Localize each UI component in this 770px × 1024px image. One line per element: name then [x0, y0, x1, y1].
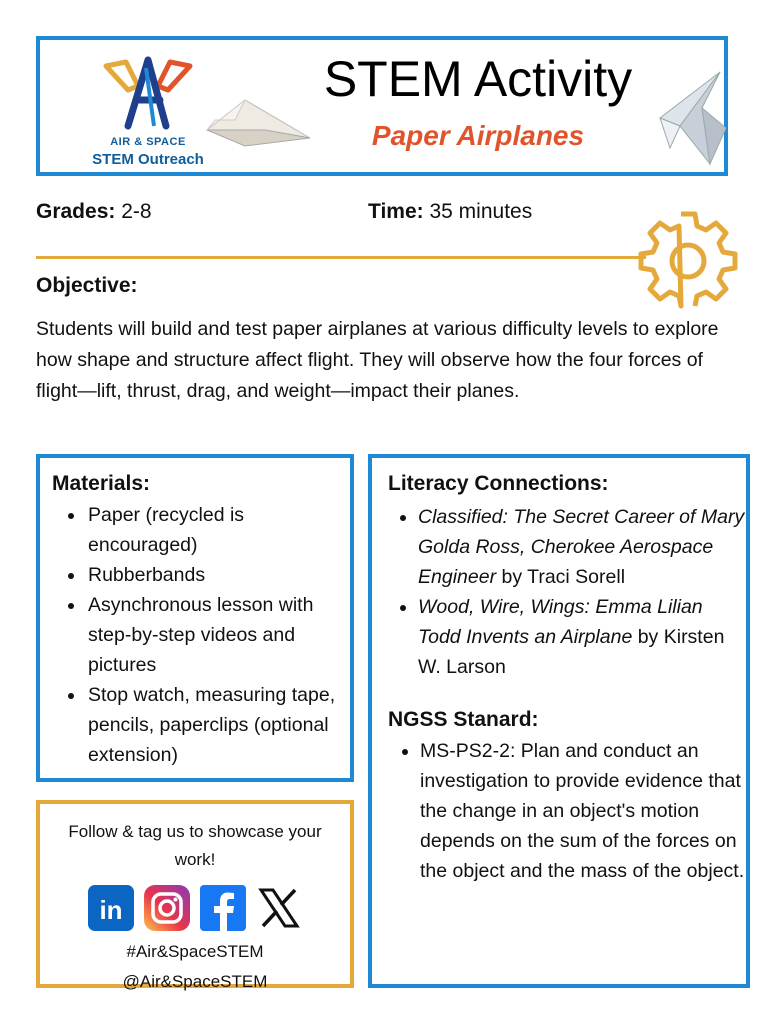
gear-icon — [638, 210, 738, 310]
facebook-icon[interactable] — [199, 884, 247, 932]
list-item — [418, 592, 746, 682]
time-line — [368, 200, 532, 224]
social-icons — [40, 880, 350, 936]
hashtag-text[interactable]: #Air&SpaceSTEM — [126, 942, 264, 961]
list-item: • Rubberbands — [86, 560, 350, 590]
literacy-box — [368, 454, 750, 988]
divider-line — [36, 256, 646, 259]
ngss-heading: NGSS Stanard: — [388, 708, 539, 731]
handle-text[interactable]: @Air&SpaceSTEM — [122, 972, 268, 991]
grades-label: Grades: — [36, 200, 116, 223]
book-author: by Kirsten W. Larson — [418, 626, 725, 678]
materials-box — [36, 454, 354, 782]
materials-list — [40, 500, 350, 770]
air-space-logo — [68, 54, 228, 172]
page-subtitle: Paper Airplanes — [371, 120, 585, 151]
follow-text: Follow & tag us to showcase your work! — [68, 822, 322, 869]
ngss-list — [372, 736, 746, 886]
logo-mark-icon — [98, 56, 198, 136]
linkedin-icon[interactable] — [87, 884, 135, 932]
materials-heading: Materials: — [52, 472, 151, 495]
logo-text-line2: STEM Outreach — [92, 151, 204, 168]
paper-jet-icon — [640, 68, 730, 168]
x-icon[interactable] — [255, 884, 303, 932]
literacy-list — [372, 502, 746, 682]
book-author: by Traci Sorell — [496, 566, 626, 588]
time-label: Time: — [368, 200, 424, 223]
instagram-icon[interactable] — [143, 884, 191, 932]
follow-box — [36, 800, 354, 991]
header-box — [36, 36, 728, 176]
objective-text: Students will build and test paper airplanes at various difficulty levels to explore how shape and structure affect flight. They will observe how the four forces of flight—lift, thrust, drag, and weight—impact their planes. — [36, 318, 719, 402]
time-value: 35 minutes — [429, 200, 533, 223]
list-item: • MS-PS2-2: Plan and conduct an investigation to provide evidence that the change in an object's motion depends on the sum of the forces on the object and the mass of the object. — [420, 736, 746, 886]
list-item — [418, 502, 746, 592]
literacy-heading: Literacy Connections: — [388, 472, 609, 495]
grades-line — [36, 200, 152, 224]
page-title: STEM Activity — [323, 51, 633, 107]
list-item: • Paper (recycled is encouraged) — [86, 500, 350, 560]
list-item: • Asynchronous lesson with step-by-step videos and pictures — [86, 590, 350, 680]
book-title: Wood, Wire, Wings: Emma Lilian Todd Invents an Airplane — [418, 596, 703, 648]
svg-text:in: in — [99, 895, 123, 925]
book-title: Classified: The Secret Career of Mary Golda Ross, Cherokee Aerospace Engineer — [418, 506, 745, 588]
logo-text-line1: AIR & SPACE — [110, 136, 186, 148]
list-item: • Stop watch, measuring tape, pencils, paperclips (optional extension) — [86, 680, 350, 770]
objective-heading: Objective: — [36, 274, 138, 297]
grades-value: 2-8 — [121, 200, 152, 223]
